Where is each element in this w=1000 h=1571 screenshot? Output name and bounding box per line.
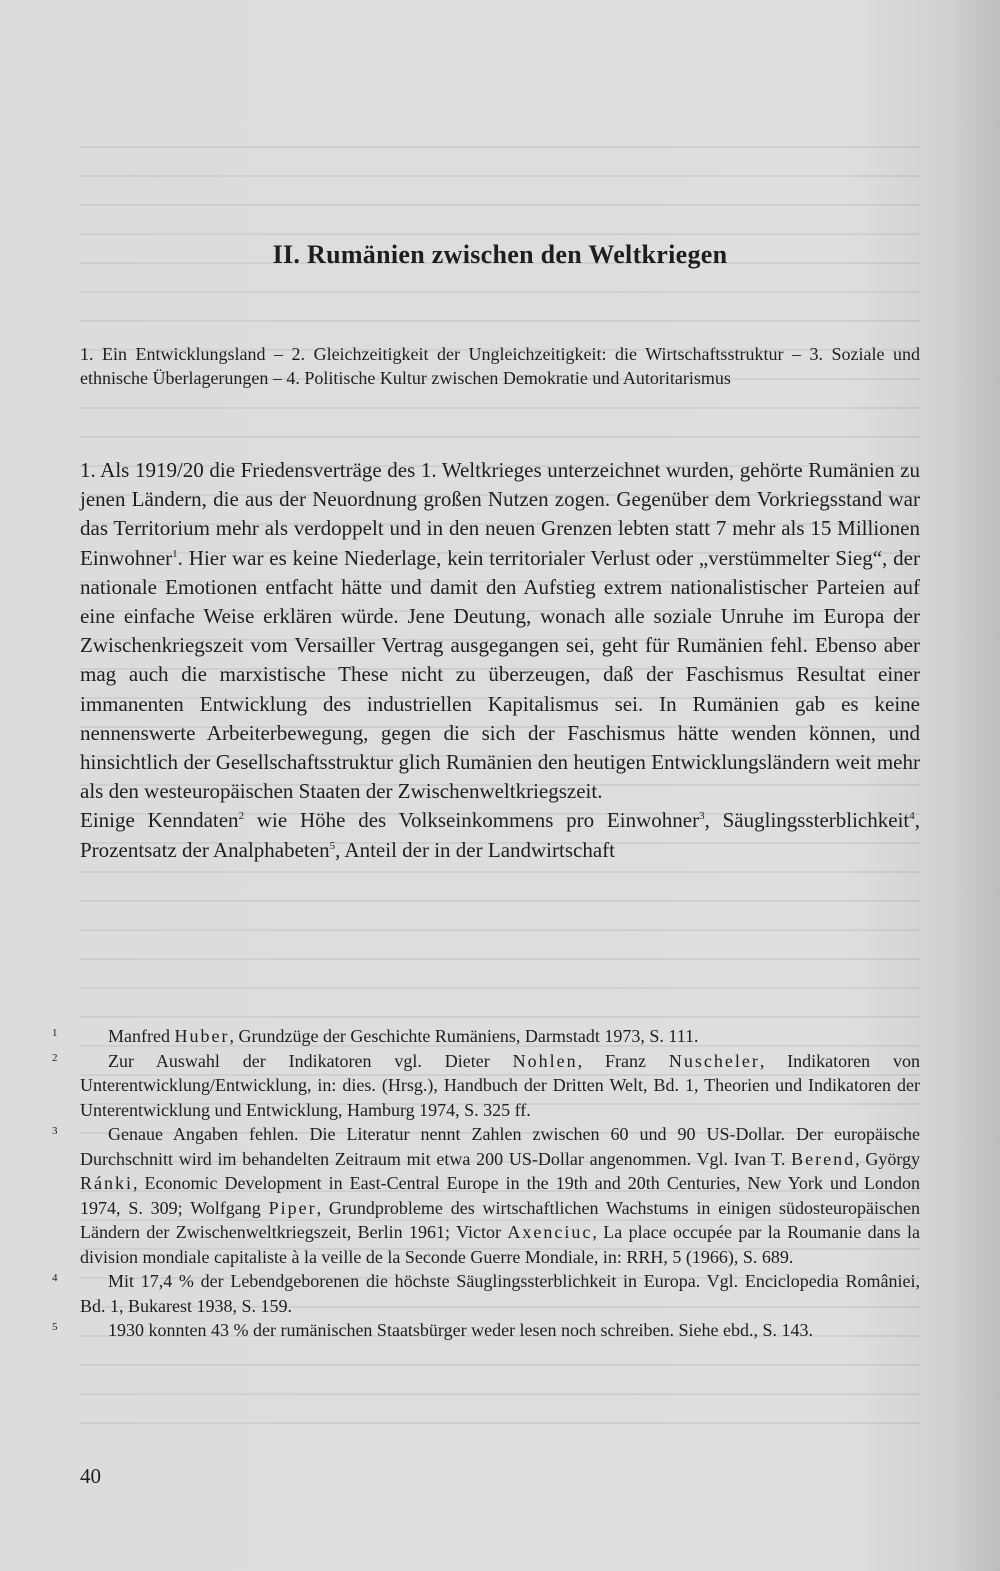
paragraph-1-text-b: . Hier war es keine Niederlage, kein territorialer Verlust oder „verstümmelter Sieg“, der nationale Emotionen entfacht hätte und damit den Aufstieg extrem nationalistischer Parteien auf eine einfache Weise erklären würde. Jene Deutung, wonach alle soziale Unruhe im Europa der Zwischenkriegszeit vom Versailler Vertrag ausgegangen sei, geht für Rumänien fehl. Ebenso aber mag auch die marxistische These nicht zu überzeugen, daß der Faschismus Resultat einer immanenten Entwicklung des industriellen Kapitalismus sei. In Rumänien gab es keine nennenswerte Arbeiterbewegung, gegen die sich der Faschismus hätte wenden können, und hinsichtlich der Gesellschaftsstruktur glich Rumänien den heutigen Entwicklungsländern weit mehr als den westeuropäischen Staaten der Zwischenweltkriegszeit. xyxy=(80,545,920,804)
footnote-4 xyxy=(52,1269,920,1318)
footnote-ref-5: 5 xyxy=(329,839,336,852)
body-text xyxy=(80,456,920,865)
footnote-text: , Franz xyxy=(577,1050,669,1071)
chapter-title: II. Rumänien zwischen den Weltkriegen xyxy=(272,240,728,269)
footnote-ref-2: 2 xyxy=(238,810,245,823)
footnote-text: , Indikatoren von Unterentwicklung/Entwicklung, in: dies. (Hrsg.), Handbuch der Dritten Welt, Bd. 1, Theorien und Indikatoren der Unterentwicklung und Entwicklung, Hamburg 1974, S. 325 ff. xyxy=(80,1050,921,1120)
footnote-author: Huber xyxy=(174,1026,230,1046)
paragraph-2 xyxy=(80,806,920,864)
footnote-ref-4: 4 xyxy=(909,810,915,823)
footnote-text: , Grundzüge der Geschichte Rumäniens, Darmstadt 1973, S. 111. xyxy=(229,1026,699,1046)
footnote-text: , Economic Development in East-Central Europe in the 19th and 20th Centuries, New York und London 1974, S. 309; Wolfgang xyxy=(80,1173,920,1218)
footnote-author: Berend xyxy=(791,1148,856,1169)
paragraph-2-text-e: , Anteil der in der Landwirtschaft xyxy=(335,837,615,862)
footnote-number: 1 xyxy=(52,1027,58,1039)
footnote-author: Axenciuc xyxy=(507,1222,593,1242)
paragraph-2-text-c: , Säuglingssterblichkeit xyxy=(704,808,910,833)
footnote-5 xyxy=(52,1318,920,1343)
footnote-number: 3 xyxy=(52,1125,58,1137)
footnote-text: Genaue Angaben fehlen. Die Literatur nennt Zahlen zwischen 60 und 90 US-Dollar. Der europäische Durchschnitt wird im behandelten Zeitraum mit etwa 200 US-Dollar angenommen. Vgl. Ivan T. xyxy=(80,1124,920,1169)
footnote-text: , György xyxy=(855,1148,920,1169)
paragraph-2-text-d: , Prozentsatz der Analphabeten xyxy=(80,808,920,862)
footnote-1 xyxy=(52,1024,920,1049)
chapter-summary: 1. Ein Entwicklungsland – 2. Gleichzeitigkeit der Ungleichzeitigkeit: die Wirtschaftsstruktur – 3. Soziale und ethnische Überlagerungen – 4. Politische Kultur zwischen Demokratie und Autoritarismus xyxy=(80,344,920,388)
footnote-number: 2 xyxy=(52,1051,58,1064)
footnote-3 xyxy=(52,1122,921,1269)
footnote-text: 1930 konnten 43 % der rumänischen Staatsbürger weder lesen noch schreiben. Siehe ebd., S. 143. xyxy=(108,1320,813,1340)
footnote-text: Zur Auswahl der Indikatoren vgl. Dieter xyxy=(108,1050,513,1071)
footnote-text: , Grundprobleme des wirtschaftlichen Wachstums in einigen südosteuropäischen Ländern der Zwischenweltkriegszeit, Berlin 1961; Victor xyxy=(80,1197,921,1242)
paragraph-1 xyxy=(80,456,920,806)
footnotes xyxy=(52,1024,921,1343)
page-number: 40 xyxy=(80,1464,101,1488)
footnote-ref-3: 3 xyxy=(699,810,705,823)
footnote-number: 4 xyxy=(52,1272,58,1284)
footnote-author: Nohlen xyxy=(512,1050,578,1071)
footnote-author: Piper xyxy=(268,1197,317,1218)
footnote-text: Mit 17,4 % der Lebendgeborenen die höchste Säuglingssterblichkeit in Europa. Vgl. Enciclopedia României, Bd. 1, Bukarest 1938, S. 159. xyxy=(80,1271,920,1316)
paragraph-2-text-a: Einige Kenndaten xyxy=(80,808,239,833)
paragraph-2-text-b: wie Höhe des Volkseinkommens pro Einwohner xyxy=(244,808,700,833)
footnote-number: 5 xyxy=(52,1321,58,1333)
footnote-2 xyxy=(52,1049,921,1123)
paragraph-1-text-a: 1. Als 1919/20 die Friedensverträge des 1. Weltkrieges unterzeichnet wurden, gehörte Rumänien zu jenen Ländern, die aus der Neuordnung großen Nutzen zogen. Gegenüber dem Vorkriegsstand war das Territorium mehr als verdoppelt und in den neuen Grenzen lebten statt 7 mehr als 15 Millionen Einwohner xyxy=(80,458,920,570)
footnote-ref-1: 1 xyxy=(172,547,178,560)
footnote-author: Nuscheler xyxy=(668,1050,760,1071)
footnote-text: , La place occupée par la Roumanie dans la division mondiale capitaliste à la veille de la Seconde Guerre Mondiale, in: RRH, 5 (1966), S. 689. xyxy=(80,1222,920,1267)
footnote-text: Manfred xyxy=(108,1026,175,1046)
footnote-author: Ránki xyxy=(80,1173,133,1193)
